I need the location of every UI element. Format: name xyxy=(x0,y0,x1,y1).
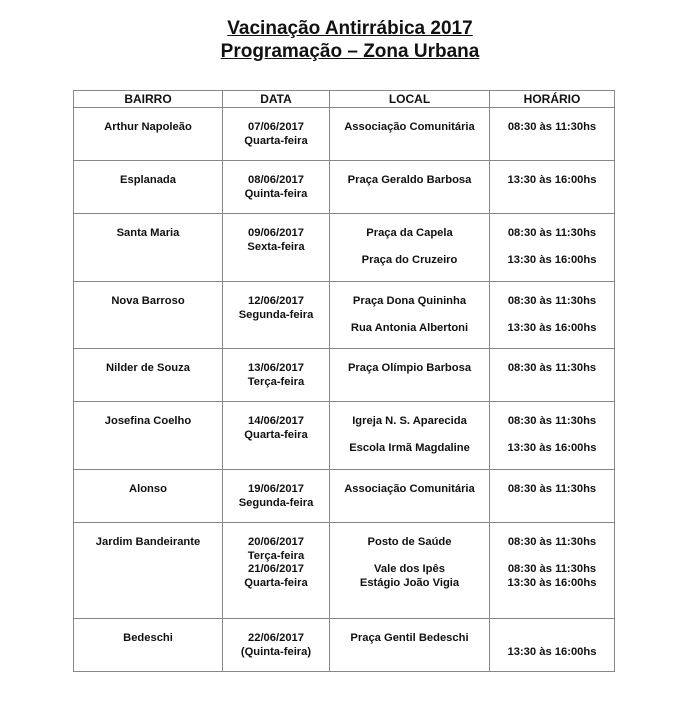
bairro-line: Nova Barroso xyxy=(111,295,185,307)
horario-line xyxy=(490,550,614,564)
local-line: Rua Antonia Albertoni xyxy=(350,322,469,334)
data-line: 21/06/2017 xyxy=(248,563,304,575)
local-line xyxy=(330,241,489,255)
cell-horario xyxy=(490,523,615,619)
data-line: Sexta-feira xyxy=(247,240,305,253)
local-line xyxy=(330,309,489,323)
bairro-line: Jardim Bandeirante xyxy=(95,536,201,548)
header-row xyxy=(74,91,615,108)
cell-local xyxy=(330,523,490,619)
data-line: Quarta-feira xyxy=(244,134,308,147)
cell-bairro xyxy=(74,214,223,282)
bairro-line: Esplanada xyxy=(120,174,176,186)
local-line: Associação Comunitária xyxy=(344,121,475,133)
local-line xyxy=(330,429,489,443)
cell-bairro xyxy=(74,282,223,349)
local-line xyxy=(330,550,489,564)
table-row xyxy=(74,108,615,161)
cell-bairro xyxy=(74,108,223,161)
horario-line: 13:30 às 16:00hs xyxy=(507,645,597,658)
data-line: Terça-feira xyxy=(247,549,305,562)
cell-horario xyxy=(490,402,615,470)
header-local: LOCAL xyxy=(330,91,490,108)
data-line: (Quinta-feira) xyxy=(240,645,312,658)
cell-local xyxy=(330,282,490,349)
data-line: 09/06/2017 xyxy=(248,227,304,239)
data-line: Quarta-feira xyxy=(244,576,308,589)
horario-line xyxy=(490,241,614,255)
horario-line: 08:30 às 11:30hs xyxy=(507,295,597,307)
local-line: Praça Gentil Bedeschi xyxy=(350,632,469,644)
cell-bairro xyxy=(74,349,223,402)
data-line: 14/06/2017 xyxy=(248,415,304,427)
local-line: Praça Dona Quininha xyxy=(352,295,467,307)
cell-horario xyxy=(490,282,615,349)
horario-line xyxy=(490,429,614,443)
cell-data xyxy=(223,619,330,672)
horario-line xyxy=(490,309,614,323)
horario-line: 13:30 às 16:00hs xyxy=(507,322,597,334)
cell-data xyxy=(223,402,330,470)
schedule-table xyxy=(73,90,615,672)
cell-horario xyxy=(490,161,615,214)
local-line: Praça da Capela xyxy=(366,227,453,239)
cell-data xyxy=(223,282,330,349)
table-row xyxy=(74,619,615,672)
horario-line: 08:30 às 11:30hs xyxy=(507,536,597,548)
horario-line: 08:30 às 11:30hs xyxy=(507,121,597,133)
table-row xyxy=(74,214,615,282)
local-line: Estágio João Vigia xyxy=(359,576,460,589)
local-line: Praça Olímpio Barbosa xyxy=(347,362,472,374)
local-line: Associação Comunitária xyxy=(344,483,475,495)
local-line: Praça Geraldo Barbosa xyxy=(347,174,472,186)
cell-data xyxy=(223,349,330,402)
document-title xyxy=(0,18,700,40)
cell-bairro xyxy=(74,619,223,672)
document-subtitle xyxy=(0,41,700,63)
data-line: 13/06/2017 xyxy=(248,362,304,374)
table-row xyxy=(74,470,615,523)
horario-line: 13:30 às 16:00hs xyxy=(507,576,597,589)
data-line: 08/06/2017 xyxy=(248,174,304,186)
data-line: 12/06/2017 xyxy=(248,295,304,307)
data-line: 19/06/2017 xyxy=(248,483,304,495)
horario-line xyxy=(490,632,614,646)
cell-local xyxy=(330,470,490,523)
horario-line: 13:30 às 16:00hs xyxy=(507,254,597,266)
cell-bairro xyxy=(74,523,223,619)
bairro-line: Alonso xyxy=(129,483,167,495)
cell-data xyxy=(223,523,330,619)
cell-local xyxy=(330,349,490,402)
title-text: Vacinação Antirrábica 2017 xyxy=(227,18,473,39)
horario-line: 08:30 às 11:30hs xyxy=(507,362,597,374)
horario-line: 08:30 às 11:30hs xyxy=(507,563,597,575)
table-row xyxy=(74,161,615,214)
cell-data xyxy=(223,214,330,282)
cell-bairro xyxy=(74,470,223,523)
cell-data xyxy=(223,108,330,161)
bairro-line: Nilder de Souza xyxy=(106,362,190,374)
data-line: Terça-feira xyxy=(247,375,305,388)
bairro-line: Josefina Coelho xyxy=(104,415,192,427)
cell-horario xyxy=(490,349,615,402)
horario-line: 08:30 às 11:30hs xyxy=(507,227,597,239)
cell-bairro xyxy=(74,402,223,470)
local-line: Posto de Saúde xyxy=(367,536,452,548)
table-row xyxy=(74,402,615,470)
cell-data xyxy=(223,470,330,523)
horario-line: 08:30 às 11:30hs xyxy=(507,415,597,427)
header-horario: HORÁRIO xyxy=(490,91,615,108)
data-line: Segunda-feira xyxy=(238,308,314,321)
subtitle-text: Programação – Zona Urbana xyxy=(220,41,480,62)
data-line: 22/06/2017 xyxy=(248,632,304,644)
horario-line: 08:30 às 11:30hs xyxy=(507,483,597,495)
cell-horario xyxy=(490,214,615,282)
cell-horario xyxy=(490,108,615,161)
cell-local xyxy=(330,214,490,282)
cell-local xyxy=(330,108,490,161)
local-line: Praça do Cruzeiro xyxy=(361,254,458,266)
table-row xyxy=(74,523,615,619)
horario-line: 13:30 às 16:00hs xyxy=(507,174,597,186)
header-data: DATA xyxy=(223,91,330,108)
cell-data xyxy=(223,161,330,214)
header-bairro: BAIRRO xyxy=(74,91,223,108)
bairro-line: Santa Maria xyxy=(116,227,180,239)
local-line: Escola Irmã Magdaline xyxy=(349,442,470,454)
table-row xyxy=(74,349,615,402)
bairro-line: Bedeschi xyxy=(123,632,173,644)
table-row xyxy=(74,282,615,349)
data-line: Quinta-feira xyxy=(244,187,308,200)
cell-bairro xyxy=(74,161,223,214)
local-line: Vale dos Ipês xyxy=(374,563,445,575)
cell-horario xyxy=(490,619,615,672)
cell-horario xyxy=(490,470,615,523)
data-line: 07/06/2017 xyxy=(248,121,304,133)
bairro-line: Arthur Napoleão xyxy=(104,121,192,133)
horario-line: 13:30 às 16:00hs xyxy=(507,442,597,454)
local-line: Igreja N. S. Aparecida xyxy=(352,415,467,427)
data-line: Quarta-feira xyxy=(244,428,308,441)
data-line: Segunda-feira xyxy=(238,496,314,509)
cell-local xyxy=(330,161,490,214)
cell-local xyxy=(330,619,490,672)
cell-local xyxy=(330,402,490,470)
data-line: 20/06/2017 xyxy=(248,536,304,548)
